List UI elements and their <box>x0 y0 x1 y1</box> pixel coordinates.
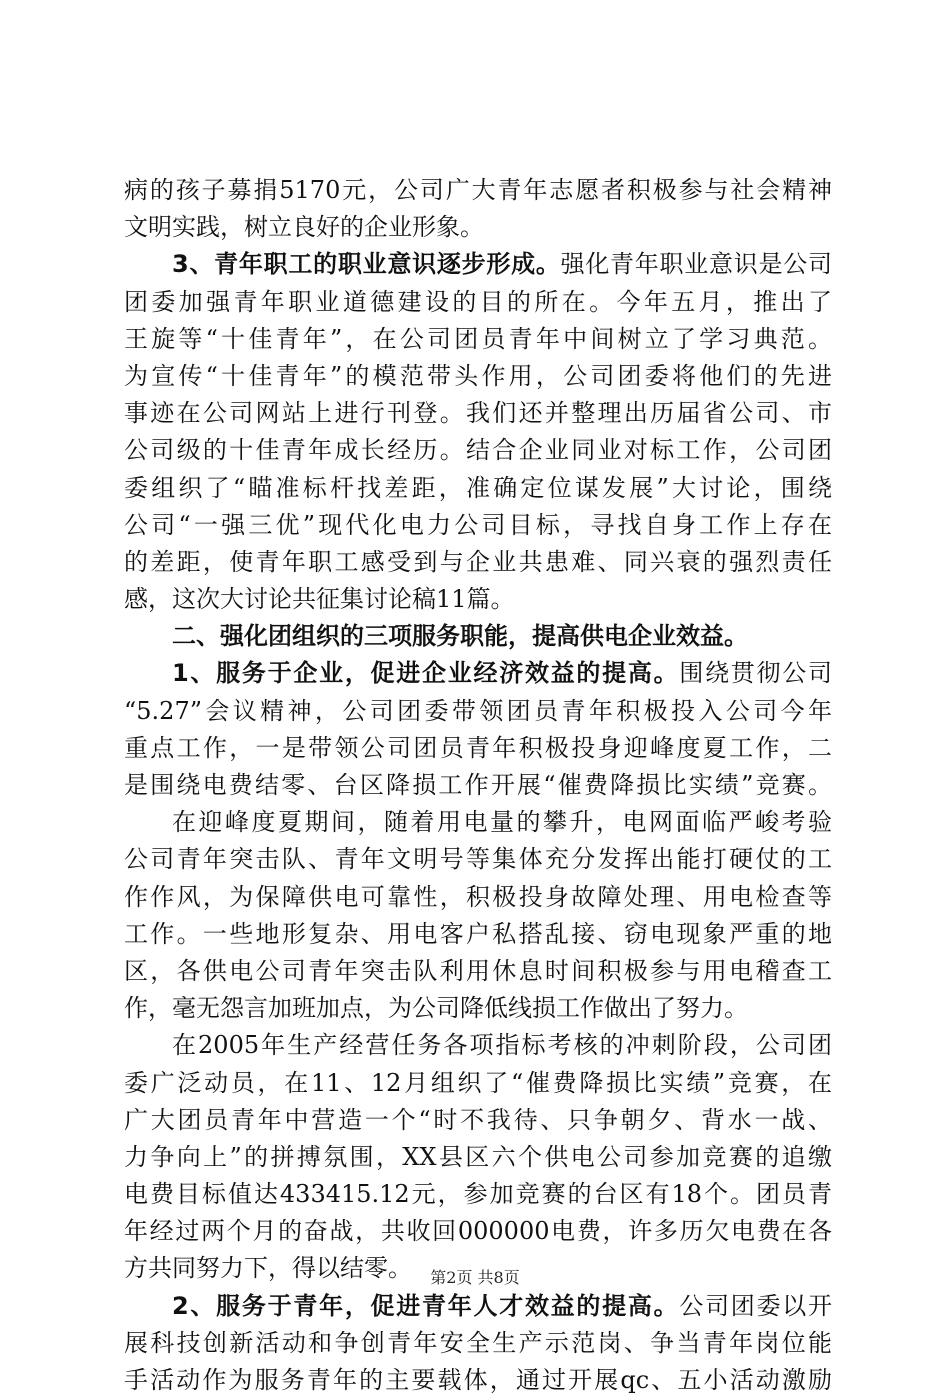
line-text: 强化青年职业意识是公司 <box>560 250 832 279</box>
text-line <box>124 1288 832 1325</box>
line-text: 公司“一强三优”现代化电力公司目标，寻找自身工作上存在 <box>124 510 832 539</box>
line-text: 王旋等“十佳青年”，在公司团员青年中间树立了学习典范。 <box>124 324 832 353</box>
line-text: 在迎峰度夏期间，随着用电量的攀升，电网面临严峻考验 <box>172 808 832 837</box>
text-line <box>124 395 832 432</box>
line-text: 委组织了“瞄准标杆找差距，准确定位谋发展”大讨论，围绕 <box>124 473 832 502</box>
text-line <box>124 693 832 730</box>
text-line <box>124 655 832 692</box>
line-text: “5.27”会议精神，公司团委带领团员青年积极投入公司今年 <box>124 696 832 725</box>
text-line <box>124 767 832 804</box>
text-line <box>124 618 832 655</box>
line-text: 作作风，为保障供电可靠性，积极投身故障处理、用电检查等 <box>124 882 832 911</box>
line-text: 工作。一些地形复杂、用电客户私搭乱接、窃电现象严重的地 <box>124 919 832 948</box>
text-line <box>124 209 832 246</box>
text-line <box>124 581 832 618</box>
line-text: 广大团员青年中营造一个“时不我待、只争朝夕、背水一战、 <box>124 1105 832 1134</box>
text-line <box>124 246 832 283</box>
text-line <box>124 1325 832 1362</box>
line-text: 委广泛动员，在11、12月组织了“催费降损比实绩”竞赛，在 <box>124 1068 832 1097</box>
text-line <box>124 507 832 544</box>
line-text: 方共同努力下，得以结零。 <box>124 1254 412 1283</box>
text-line <box>124 1102 832 1139</box>
text-line <box>124 1065 832 1102</box>
text-line <box>124 730 832 767</box>
text-line <box>124 358 832 395</box>
line-text: 年经过两个月的奋战，共收回000000电费，许多历欠电费在各 <box>124 1217 832 1246</box>
section-heading: 1、服务于企业，促进企业经济效益的提高。 <box>172 659 680 688</box>
text-line <box>124 1139 832 1176</box>
section-heading: 2、服务于青年，促进青年人才效益的提高。 <box>172 1291 680 1320</box>
line-text: 力争向上”的拼搏氛围，XX县区六个供电公司参加竞赛的追缴 <box>124 1142 832 1171</box>
text-line <box>124 879 832 916</box>
line-text: 的差距，使青年职工感受到与企业共患难、同兴衰的强烈责任 <box>124 547 832 576</box>
line-text: 感，这次大讨论共征集讨论稿11篇。 <box>124 585 515 614</box>
text-line <box>124 804 832 841</box>
text-line <box>124 470 832 507</box>
text-line <box>124 1362 832 1399</box>
line-text: 公司级的十佳青年成长经历。结合企业同业对标工作，公司团 <box>124 436 832 465</box>
section-heading: 二、强化团组织的三项服务职能，提高供电企业效益。 <box>172 622 748 651</box>
text-line <box>124 544 832 581</box>
text-line <box>124 172 832 209</box>
text-line <box>124 1213 832 1250</box>
line-text: 在2005年生产经营任务各项指标考核的冲刺阶段，公司团 <box>172 1031 832 1060</box>
line-text: 围绕贯彻公司 <box>679 659 832 688</box>
line-text: 文明实践，树立良好的企业形象。 <box>124 213 484 242</box>
body-text <box>124 172 832 1399</box>
text-line <box>124 321 832 358</box>
text-line <box>124 284 832 321</box>
line-text: 为宣传“十佳青年”的模范带头作用，公司团委将他们的先进 <box>124 361 832 390</box>
line-text: 公司青年突击队、青年文明号等集体充分发挥出能打硬仗的工 <box>124 845 832 874</box>
line-text: 展科技创新活动和争创青年安全生产示范岗、争当青年岗位能 <box>124 1328 832 1357</box>
line-text: 手活动作为服务青年的主要载体，通过开展qc、五小活动激励 <box>124 1366 832 1394</box>
line-text: 作，毫无怨言加班加点，为公司降低线损工作做出了努力。 <box>124 994 748 1023</box>
text-line <box>124 916 832 953</box>
text-line <box>124 990 832 1027</box>
page-footer: 第2页 共8页 <box>430 1268 520 1287</box>
text-line <box>124 1176 832 1213</box>
line-text: 事迹在公司网站上进行刊登。我们还并整理出历届省公司、市 <box>124 399 832 428</box>
line-text: 团委加强青年职业道德建设的目的所在。今年五月，推出了 <box>124 287 832 316</box>
line-text: 公司团委以开 <box>679 1291 832 1320</box>
line-text: 是围绕电费结零、台区降损工作开展“催费降损比实绩”竞赛。 <box>124 771 832 799</box>
text-line <box>124 953 832 990</box>
line-text: 区，各供电公司青年突击队利用休息时间积极参与用电稽查工 <box>124 956 832 985</box>
text-line <box>124 432 832 469</box>
text-line <box>124 1027 832 1064</box>
line-text: 病的孩子募捐5170元，公司广大青年志愿者积极参与社会精神 <box>124 176 832 204</box>
line-text: 电费目标值达433415.12元，参加竞赛的台区有18个。团员青 <box>124 1180 832 1209</box>
text-line <box>124 841 832 878</box>
line-text: 重点工作，一是带领公司团员青年积极投身迎峰度夏工作，二 <box>124 733 832 762</box>
section-heading: 3、青年职工的职业意识逐步形成。 <box>172 250 561 279</box>
